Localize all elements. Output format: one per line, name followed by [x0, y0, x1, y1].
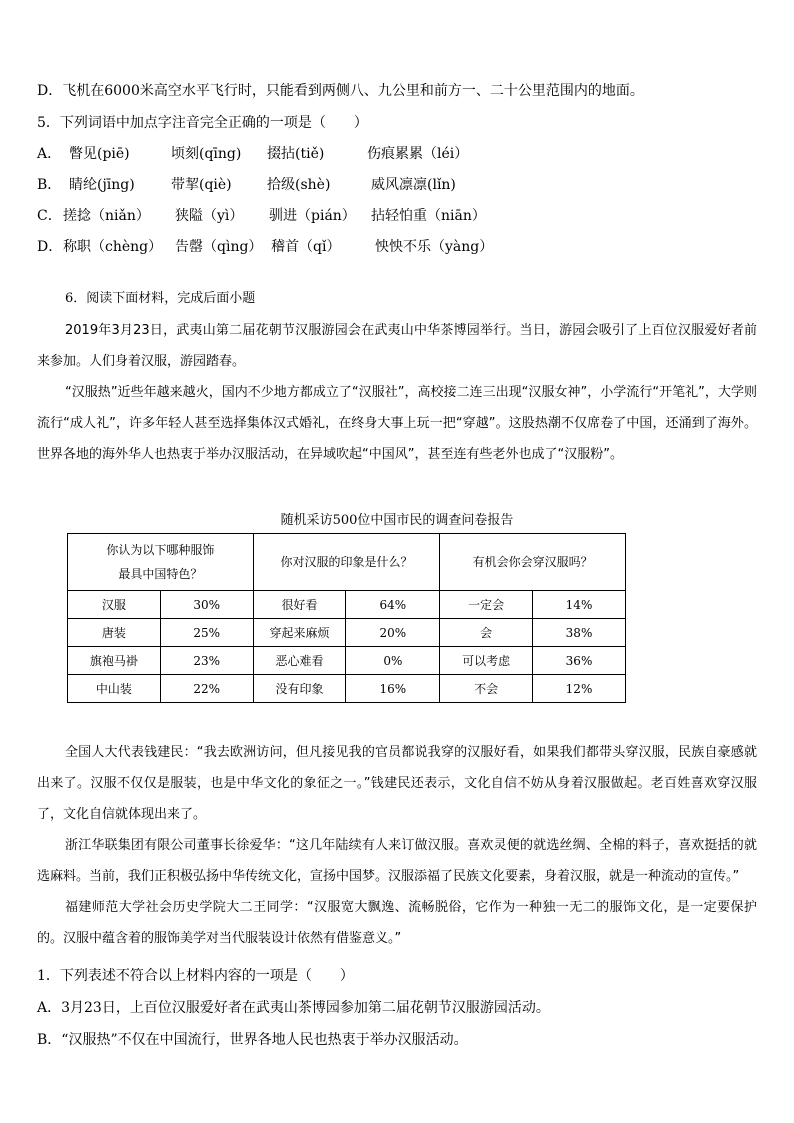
option-d-previous-question: D．飞机在6000米高空水平飞行时，只能看到两侧八、九公里和前方一、二十公里范围内的地面。 — [37, 83, 644, 99]
table-row — [68, 591, 626, 619]
table-row — [68, 675, 626, 703]
passage-paragraph: “汉服热”近些年越来越火，国内不少地方都成立了“汉服社”，高校接二连三出现“汉服女神”，小学流行“开笔礼”，大学则流行“成人礼”，许多年轻人甚至选择集体汉式婚礼，在终身大事上玩一把“穿越”。这股热潮不仅席卷了中国，还涌到了海外。世界各地的海外华人也热衷于举办汉服活动，在异域吹起“中国风”，甚至连有些老外也成了“汉服粉”。 — [37, 385, 757, 462]
sub-question-1-option-a: A．3月23日，上百位汉服爱好者在武夷山茶博园参加第二届花朝节汉服游园活动。 — [37, 1000, 550, 1016]
table-cell: 旗袍马褂 — [68, 647, 161, 675]
option-word: 带挈(qiè) — [171, 177, 232, 193]
table-row — [68, 647, 626, 675]
option-letter: A． — [37, 146, 62, 162]
table-cell: 30% — [160, 591, 253, 619]
option-letter: D． — [37, 239, 63, 255]
option-word: 威风凛凛(lǐn) — [371, 177, 456, 193]
option-word: 拈轻怕重（niān） — [371, 208, 486, 224]
option-word: 拾级(shè) — [267, 177, 331, 193]
option-word: 伤痕累累（léi） — [367, 146, 469, 162]
table-cell: 12% — [533, 675, 626, 703]
option-word: 驯进（pián） — [269, 208, 356, 224]
option-word: 告罄（qìng） — [175, 239, 263, 255]
option-word: 睛纶(jīng) — [69, 177, 135, 193]
table-header-row — [68, 534, 626, 591]
quote-paragraph: 浙江华联集团有限公司董事长徐爱华：“这几年陆续有人来订做汉服。喜欢灵便的就选丝绸、全棉的料子，喜欢挺括的就选麻料。当前，我们正积极弘扬中华传统文化，宣扬中国梦。汉服添福了民族文化要素，身着汉服，就是一种流动的宣传。” — [37, 838, 757, 884]
table-cell: 16% — [346, 675, 440, 703]
option-word: 掇拈(tiě) — [267, 146, 325, 162]
table-cell: 一定会 — [440, 591, 533, 619]
survey-table — [67, 533, 626, 703]
table-cell: 36% — [533, 647, 626, 675]
table-header-cell: 有机会你会穿汉服吗？ — [440, 534, 626, 591]
question-5-option-b — [37, 175, 456, 195]
table-cell: 0% — [346, 647, 440, 675]
table-cell: 23% — [160, 647, 253, 675]
option-word: 搓捻（niǎn） — [63, 208, 150, 224]
question-5-option-a — [37, 144, 468, 164]
option-word: 狭隘（yì） — [175, 208, 244, 224]
option-word: 顷刻(qīng) — [171, 146, 242, 162]
sub-question-1-option-b: B．“汉服热”不仅在中国流行，世界各地人民也热衷于举办汉服活动。 — [37, 1032, 468, 1048]
table-cell: 可以考虑 — [440, 647, 533, 675]
table-cell: 唐装 — [68, 619, 161, 647]
table-row — [68, 619, 626, 647]
table-header-cell — [68, 534, 254, 591]
quote-paragraph: 全国人大代表钱建民：“我去欧洲访问，但凡接见我的官员都说我穿的汉服好看，如果我们都带头穿汉服，民族自豪感就出来了。汉服不仅仅是服装，也是中华文化的象征之一。”钱建民还表示，文化自信不妨从身着汉服做起。老百姓喜欢穿汉服了，文化自信就体现出来了。 — [37, 745, 757, 822]
option-letter: B． — [37, 177, 62, 193]
table-cell: 中山装 — [68, 675, 161, 703]
table-cell: 14% — [533, 591, 626, 619]
table-cell: 没有印象 — [253, 675, 346, 703]
survey-table-caption: 随机采访500位中国市民的调查问卷报告 — [280, 513, 514, 528]
option-word: 称职（chèng） — [63, 239, 163, 255]
table-cell: 穿起来麻烦 — [253, 619, 346, 647]
question-5-stem: 5．下列词语中加点字注音完全正确的一项是（ ） — [37, 115, 368, 131]
reading-passage — [37, 315, 757, 470]
table-cell: 恶心难看 — [253, 647, 346, 675]
table-cell: 汉服 — [68, 591, 161, 619]
table-cell: 很好看 — [253, 591, 346, 619]
question-6-heading: 6．阅读下面材料，完成后面小题 — [65, 291, 256, 306]
question-5-option-c — [37, 206, 486, 226]
quotes-section — [37, 737, 757, 954]
option-word: 怏怏不乐（yàng） — [375, 239, 494, 255]
table-cell: 25% — [160, 619, 253, 647]
table-cell: 22% — [160, 675, 253, 703]
table-header-cell: 你对汉服的印象是什么？ — [253, 534, 440, 591]
table-cell: 38% — [533, 619, 626, 647]
option-letter: C． — [37, 208, 62, 224]
sub-question-1-stem: 1．下列表述不符合以上材料内容的一项是（ ） — [37, 968, 354, 984]
table-cell: 20% — [346, 619, 440, 647]
question-5-option-d — [37, 237, 493, 257]
passage-paragraph: 2019年3月23日，武夷山第二届花朝节汉服游园会在武夷山中华茶博园举行。当日，游园会吸引了上百位汉服爱好者前来参加。人们身着汉服，游园踏春。 — [37, 323, 757, 369]
header-line: 最具中国特色？ — [118, 567, 203, 581]
quote-paragraph: 福建师范大学社会历史学院大二王同学：“汉服宽大飘逸、流畅脱俗，它作为一种独一无二的服饰文化，是一定要保护的。汉服中蕴含着的服饰美学对当代服装设计依然有借鉴意义。” — [37, 900, 757, 946]
table-cell: 不会 — [440, 675, 533, 703]
table-cell: 会 — [440, 619, 533, 647]
table-cell: 64% — [346, 591, 440, 619]
header-line: 你认为以下哪种服饰 — [106, 543, 215, 557]
option-word: 稽首（qǐ） — [271, 239, 341, 255]
option-word: 瞥见(piē) — [69, 146, 130, 162]
